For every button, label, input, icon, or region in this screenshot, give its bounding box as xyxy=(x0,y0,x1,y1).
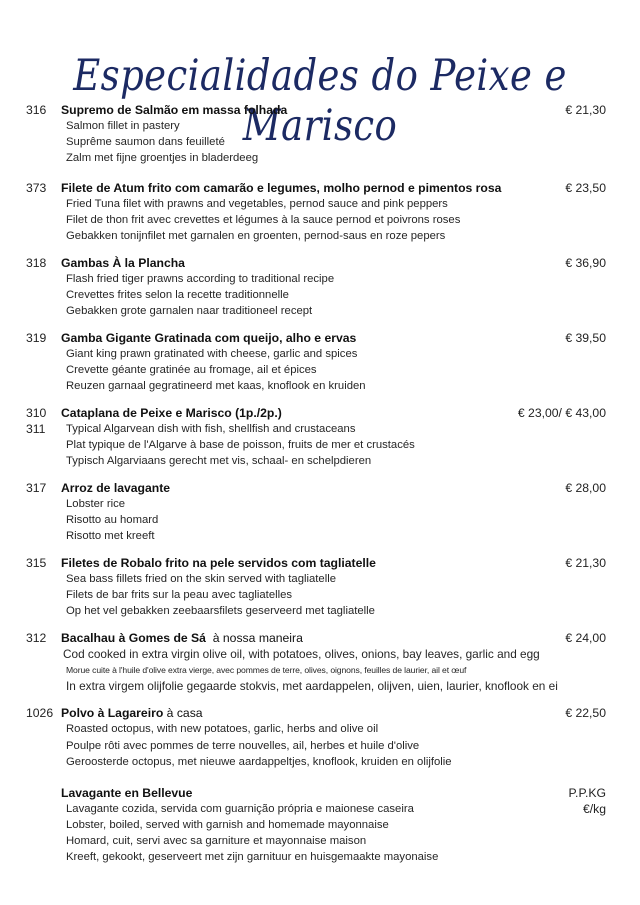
item-price: € 23,00/ € 43,00 xyxy=(517,406,606,420)
item-price: € 21,30 xyxy=(565,103,606,117)
item-descriptions xyxy=(0,496,640,544)
menu-list xyxy=(0,102,640,878)
item-descriptions xyxy=(0,196,640,244)
description-en: Sea bass fillets fried on the skin served with tagliatelle xyxy=(66,573,337,585)
description-en: Roasted octopus, with new potatoes, garlic, herbs and olive oil xyxy=(66,723,379,735)
page-title: Especialidades do Peixe e Marisco xyxy=(73,50,567,151)
item-name: Filete de Atum frito com camarão e legumes, molho pernod e pimentos rosa xyxy=(61,181,502,195)
description-fr: Filets de bar frits sur la peau avec tagliatelles xyxy=(66,589,293,601)
item-name: Filetes de Robalo frito na pele servidos com tagliatelle xyxy=(61,556,376,570)
item-name-main: Bacalhau à Gomes de Sá xyxy=(61,631,206,645)
item-code: 315 xyxy=(26,556,47,570)
description-en: Salmon fillet in pastery xyxy=(66,120,180,132)
item-name xyxy=(61,630,303,646)
menu-item xyxy=(0,330,640,394)
description-fr: Crevette géante gratinée au fromage, ail et épices xyxy=(66,364,317,376)
description-nl: Zalm met fijne groentjes in bladerdeeg xyxy=(66,152,259,164)
item-price: € 21,30 xyxy=(565,556,606,570)
item-name: Cataplana de Peixe e Marisco (1p./2p.) xyxy=(61,406,282,420)
item-price: P.P.KG xyxy=(568,785,606,800)
item-name xyxy=(61,705,203,721)
item-code-secondary: 311 xyxy=(26,422,46,436)
menu-item xyxy=(0,555,640,619)
description-nl: Typisch Algarviaans gerecht met vis, schaal- en schelpdieren xyxy=(66,455,372,467)
description-nl: Gebakken tonijnfilet met garnalen en groenten, pernod-saus en roze pepers xyxy=(66,230,446,242)
description-fr: Plat typique de l'Algarve à base de poisson, fruits de mer et crustacés xyxy=(66,439,415,451)
item-descriptions xyxy=(0,421,640,469)
description-en: Flash fried tiger prawns according to traditional recipe xyxy=(66,273,335,285)
item-name: Arroz de lavagante xyxy=(61,481,171,495)
item-price: € 36,90 xyxy=(565,256,606,270)
item-name: Lavagante en Bellevue xyxy=(61,785,193,800)
description-fr: Homard, cuit, servi avec sa garniture et mayonnaise maison xyxy=(66,834,367,847)
description-nl: Risotto met kreeft xyxy=(66,530,155,542)
menu-item xyxy=(0,480,640,544)
item-code: 373 xyxy=(26,181,47,195)
item-price: € 22,50 xyxy=(565,706,606,720)
item-code: 318 xyxy=(26,256,47,270)
item-name: Gambas À la Plancha xyxy=(61,256,185,270)
description-nl: Kreeft, gekookt, geserveert met zijn garnituur en huisgemaakte mayonaise xyxy=(66,850,439,863)
menu-item xyxy=(0,705,640,771)
item-code: 316 xyxy=(26,103,47,117)
menu-item xyxy=(0,785,640,865)
description-fr: Risotto au homard xyxy=(66,514,159,526)
item-price: € 24,00 xyxy=(565,631,606,645)
item-price: € 28,00 xyxy=(565,481,606,495)
description-fr: Suprême saumon dans feuilleté xyxy=(66,136,225,148)
item-descriptions xyxy=(0,571,640,619)
description-nl: Reuzen garnaal gegratineerd met kaas, knoflook en kruiden xyxy=(66,380,366,392)
item-name-suffix: à casa xyxy=(163,706,203,720)
item-descriptions xyxy=(0,118,640,166)
item-code: 1026 xyxy=(26,706,54,720)
item-descriptions xyxy=(0,721,640,771)
description-nl: Geroosterde octopus, met nieuwe aardappeltjes, knoflook, kruiden en olijfolie xyxy=(66,756,452,768)
item-descriptions xyxy=(0,801,640,865)
menu-item xyxy=(0,102,640,166)
description-en: Lobster rice xyxy=(66,498,126,510)
description-en: Fried Tuna filet with prawns and vegetables, pernod sauce and pink peppers xyxy=(66,198,448,210)
item-price: € 39,50 xyxy=(565,331,606,345)
menu-item xyxy=(0,180,640,244)
description-fr: Filet de thon frit avec crevettes et légumes à la sauce pernod et poivrons roses xyxy=(66,214,461,226)
item-descriptions xyxy=(0,346,640,394)
item-price: € 23,50 xyxy=(565,181,606,195)
menu-item xyxy=(0,630,640,694)
description-fr: Poulpe rôti avec pommes de terre nouvelles, ail, herbes et huile d'olive xyxy=(66,739,420,752)
description-fr: Morue cuite à l'huile d'olive extra vierge, avec pommes de terre, olives, oignons, feuilles de laurier, ail et œuf xyxy=(66,665,467,675)
description-en: Typical Algarvean dish with fish, shellfish and crustaceans xyxy=(66,423,356,435)
item-code: 319 xyxy=(26,331,47,345)
item-name-suffix: à nossa maneira xyxy=(205,631,303,645)
item-descriptions xyxy=(0,646,640,694)
item-price-unit: €/kg xyxy=(582,801,606,816)
item-name: Gamba Gigante Gratinada com queijo, alho e ervas xyxy=(61,331,357,345)
item-code: 317 xyxy=(26,481,47,495)
description-nl: Gebakken grote garnalen naar traditioneel recept xyxy=(66,305,313,317)
description-en: Giant king prawn gratinated with cheese, garlic and spices xyxy=(66,348,358,360)
description-en: Cod cooked in extra virgin olive oil, with potatoes, olives, onions, bay leaves, garlic and egg xyxy=(63,647,540,661)
description-fr: Crevettes frites selon la recette traditionnelle xyxy=(66,289,289,301)
item-name: Supremo de Salmão em massa folhada xyxy=(61,103,288,117)
description-pt: Lavagante cozida, servida com guarnição própria e maionese caseira xyxy=(66,802,414,815)
description-nl: Op het vel gebakken zeebaarsfilets geserveerd met tagliatelle xyxy=(66,605,375,617)
item-code: 310 xyxy=(26,406,47,420)
description-nl: In extra virgem olijfolie gegaarde stokvis, met aardappelen, olijven, uien, laurier, knoflook en ei xyxy=(66,679,558,693)
description-en: Lobster, boiled, served with garnish and homemade mayonnaise xyxy=(66,818,389,831)
item-name-main: Polvo à Lagareiro xyxy=(61,706,164,720)
menu-item xyxy=(0,255,640,319)
item-code: 312 xyxy=(26,631,47,645)
item-descriptions xyxy=(0,271,640,319)
menu-item xyxy=(0,405,640,469)
